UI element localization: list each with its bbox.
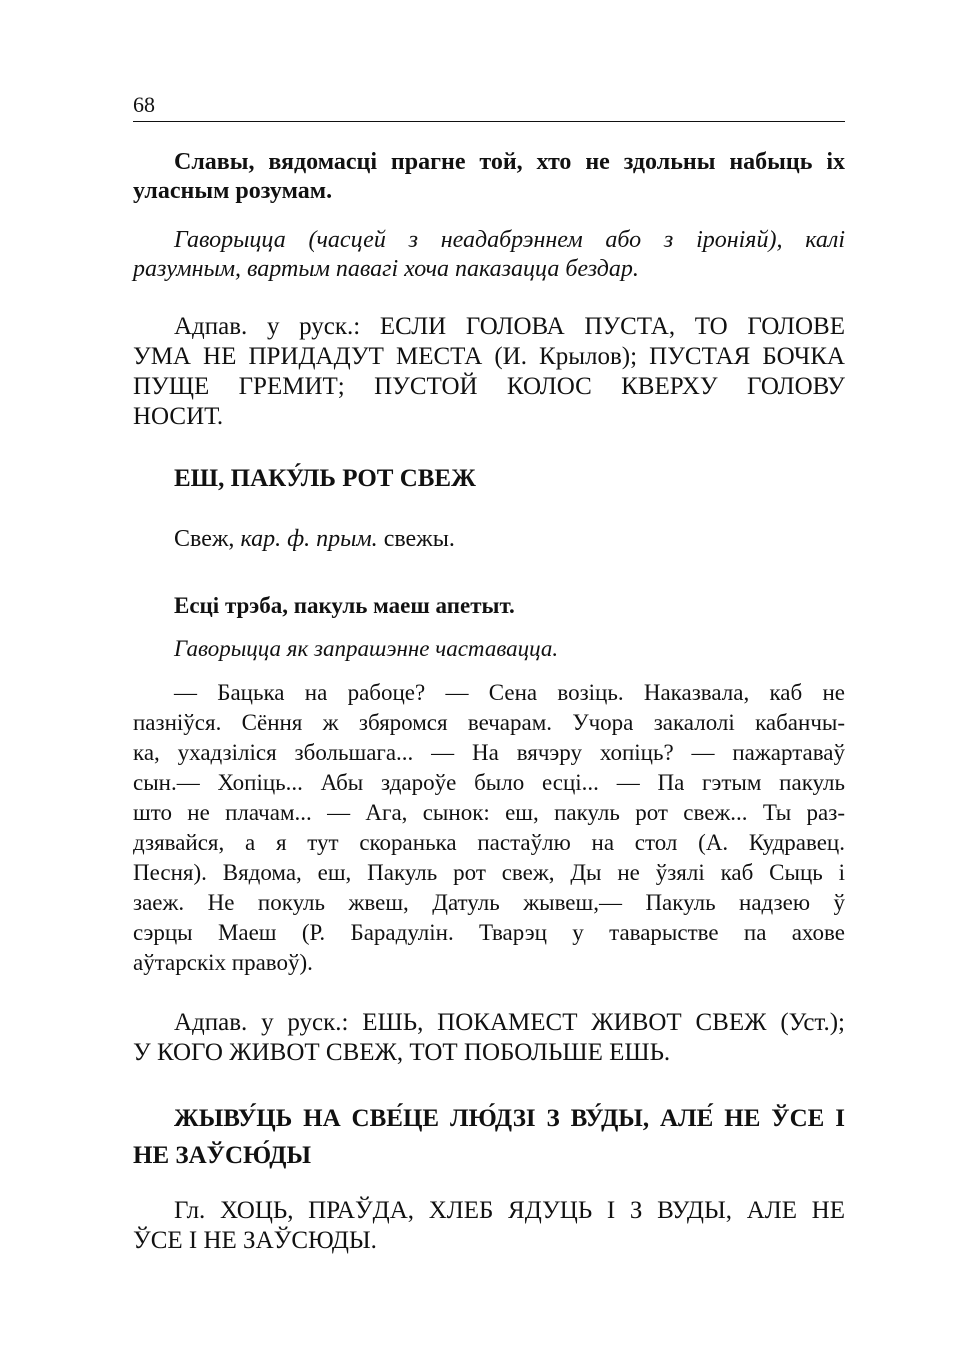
- header-rule: [133, 121, 845, 122]
- cross-reference: [133, 1196, 845, 1256]
- page-number: 68: [133, 92, 155, 117]
- gloss-abbreviation: кар. ф. прым.: [240, 526, 378, 552]
- gloss-meaning: свежы.: [383, 526, 455, 552]
- text-line: уласным розумам.: [133, 178, 333, 204]
- text-line: дзявайся, а я тут скоранька пастаўлю на стол (А. Кудравец.: [133, 830, 845, 855]
- text-line: НОСИТ.: [133, 403, 224, 430]
- text-line: — Бацька на рабоце? — Сена возіць. Наказвала, каб не: [174, 680, 845, 705]
- text-line: сэрцы Маеш (Р. Барадулін. Тварэц у таварыстве па ахове: [133, 920, 845, 945]
- text-line: пазніўся. Сёння ж збяромся вечарам. Учора закалолі кабанчы-: [133, 710, 845, 735]
- text-line: разумным, вартым павагі хоча паказацца бездар.: [133, 256, 639, 282]
- gloss-line: [133, 525, 845, 554]
- text-line: УМА НЕ ПРИДАДУТ МЕСТА (И. Крылов); ПУСТАЯ БОЧКА: [133, 343, 845, 370]
- text-line: Гаворыцца (часцей з неадабрэннем або з іроніяй), калі: [174, 227, 845, 253]
- proverb-meaning-tail: [133, 148, 845, 206]
- gloss-word: Свеж,: [174, 526, 235, 552]
- usage-note-2: Гаворыцца як запрашэнне частавацца.: [174, 636, 559, 661]
- text-line: ка, ухадзіліся збольшага... — На вячэру хопіць? — пажартаваў: [133, 740, 845, 765]
- text-line: У КОГО ЖИВОТ СВЕЖ, ТОТ ПОБОЛЬШЕ ЕШЬ.: [133, 1039, 671, 1066]
- text-line: Славы, вядомасці прагне той, хто не здольны набыць іх: [174, 149, 845, 175]
- russian-equivalent-1: [133, 312, 845, 432]
- text-line: сын.— Хопіць... Абы здароўе было есці... — Па гэтым пакуль: [133, 770, 845, 795]
- proverb-meaning-2: Есці трэба, пакуль маеш апетыт.: [174, 593, 515, 618]
- text-line: заеж. Не покуль жвеш, Датуль жывеш,— Пакуль надзею ў: [133, 890, 845, 915]
- text-line: Адпав. у руск.: ЕШЬ, ПОКАМЕСТ ЖИВОТ СВЕЖ (Уст.);: [174, 1009, 845, 1036]
- text-line: што не плачам... — Ага, сынок: еш, пакуль рот свеж... Ты раз-: [133, 800, 845, 825]
- text-line: Песня). Вядома, еш, Пакуль рот свеж, Ды не ўзялі каб Сыць і: [133, 860, 845, 885]
- text-line: Адпав. у руск.: ЕСЛИ ГОЛОВА ПУСТА, ТО ГОЛОВЕ: [174, 313, 845, 340]
- example-quote: [133, 678, 845, 978]
- usage-note-1: [133, 226, 845, 284]
- text-line: Гл. ХОЦЬ, ПРАЎДА, ХЛЕБ ЯДУЦЬ І З ВУДЫ, АЛЕ НЕ: [174, 1197, 845, 1224]
- text-line: ЖЫВУ́ЦЬ НА СВЕ́ЦЕ ЛЮ́ДЗІ З ВУ́ДЫ, АЛЕ́ НЕ ЎСЕ І: [174, 1105, 845, 1132]
- text-line: НЕ ЗАЎСЮ́ДЫ: [133, 1142, 312, 1169]
- russian-equivalent-2: [133, 1008, 845, 1068]
- entry-heading-2: [133, 1100, 845, 1174]
- text-line: ПУЩЕ ГРЕМИТ; ПУСТОЙ КОЛОС КВЕРХУ ГОЛОВУ: [133, 373, 845, 400]
- text-line: ЎСЕ І НЕ ЗАЎСЮДЫ.: [133, 1227, 377, 1254]
- text-line: аўтарскіх правоў).: [133, 950, 313, 975]
- entry-heading-1: ЕШ, ПАКУ́ЛЬ РОТ СВЕЖ: [174, 465, 476, 492]
